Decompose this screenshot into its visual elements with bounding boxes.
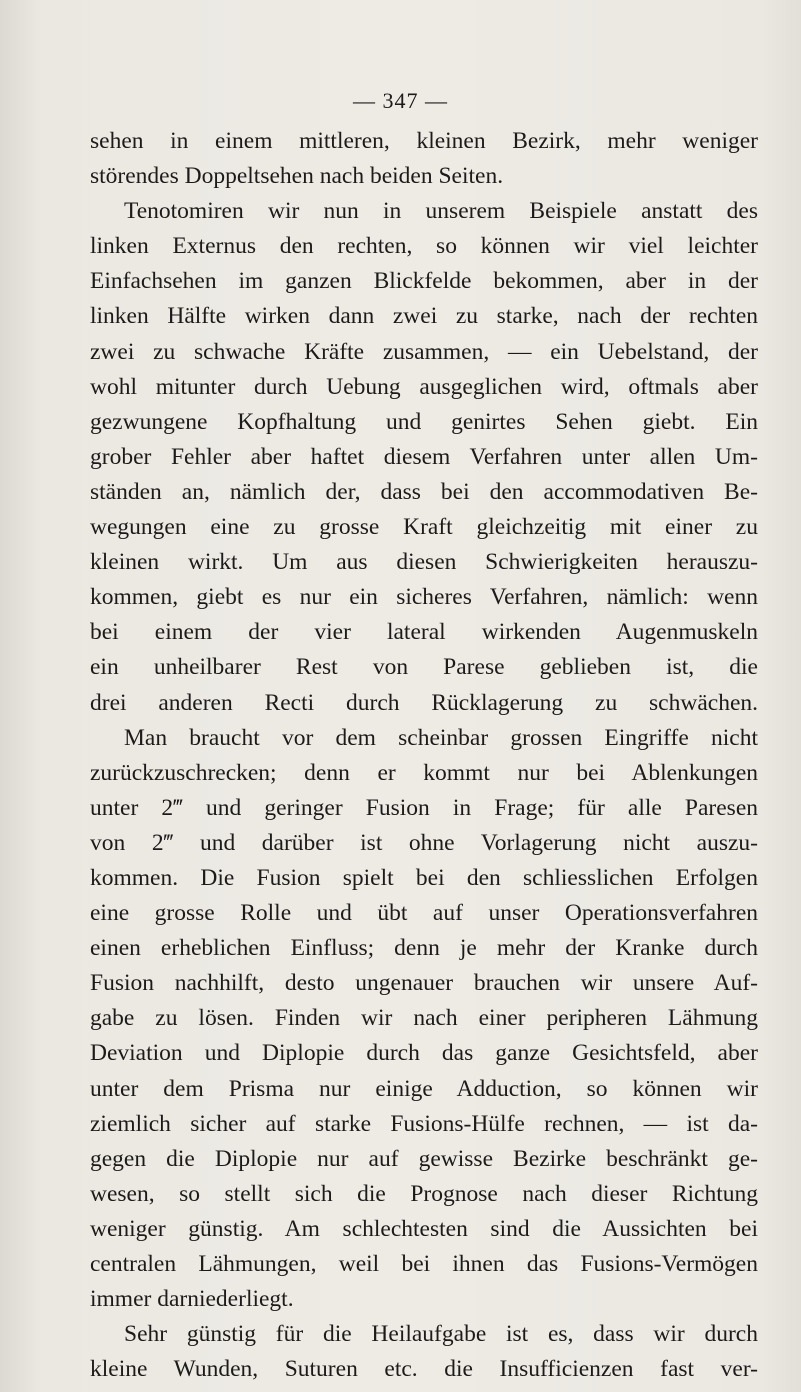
text-line: bei einem der vier lateral wirkenden Augenmuskeln xyxy=(90,619,758,646)
text-line: grober Fehler aber haftet diesem Verfahren unter allen Um- xyxy=(90,443,758,470)
text-line: von 2‴ und darüber ist ohne Vorlagerung nicht auszu- xyxy=(90,829,758,856)
text-line: Deviation und Diplopie durch das ganze Gesichtsfeld, aber xyxy=(90,1040,758,1067)
text-line: Fusion nachhilft, desto ungenauer brauchen wir unsere Auf- xyxy=(90,970,758,997)
text-line: ständen an, nämlich der, dass bei den accommodativen Be- xyxy=(90,478,758,505)
text-line: sehen in einem mittleren, kleinen Bezirk, mehr weniger xyxy=(90,128,758,154)
text-line: einen erheblichen Einfluss; denn je mehr der Kranke durch xyxy=(90,935,758,962)
text-line: gezwungene Kopfhaltung und genirtes Sehen giebt. Ein xyxy=(90,408,758,435)
text-line: gabe zu lösen. Finden wir nach einer peripheren Lähmung xyxy=(90,1005,758,1032)
text-line: linken Externus den rechten, so können wir viel leichter xyxy=(90,233,758,260)
text-line: störendes Doppeltsehen nach beiden Seiten. xyxy=(90,163,504,190)
text-line: linken Hälfte wirken dann zwei zu starke, nach der rechten xyxy=(90,303,758,330)
text-line: Man braucht vor dem scheinbar grossen Eingriffe nicht xyxy=(124,724,758,751)
text-line: zwei zu schwache Kräfte zusammen, — ein Uebelstand, der xyxy=(90,338,758,365)
text-line: kommen. Die Fusion spielt bei den schliesslichen Erfolgen xyxy=(90,864,758,891)
text-line: gegen die Diplopie nur auf gewisse Bezirke beschränkt ge- xyxy=(90,1145,758,1172)
text-line: wesen, so stellt sich die Prognose nach dieser Richtung xyxy=(90,1180,758,1207)
text-line: drei anderen Recti durch Rücklagerung zu schwächen. xyxy=(90,689,758,716)
page-number: — 347 — xyxy=(353,88,448,113)
text-line: centralen Lähmungen, weil bei ihnen das Fusions-Vermögen xyxy=(90,1251,758,1277)
text-line: wegungen eine zu grosse Kraft gleichzeitig mit einer zu xyxy=(90,514,758,541)
text-line: kommen, giebt es nur ein sicheres Verfahren, nämlich: wenn xyxy=(90,584,758,611)
text-line: unter dem Prisma nur einige Adduction, so können wir xyxy=(90,1075,758,1102)
text-line: zurückzuschrecken; denn er kommt nur bei Ablenkungen xyxy=(90,759,758,786)
text-line: ein unheilbarer Rest von Parese geblieben ist, die xyxy=(90,654,758,681)
text-line: eine grosse Rolle und übt auf unser Operationsverfahren xyxy=(90,900,758,927)
text-line: ziemlich sicher auf starke Fusions-Hülfe rechnen, — ist da- xyxy=(90,1110,758,1137)
body-text xyxy=(90,124,758,1387)
text-line: Einfachsehen im ganzen Blickfelde bekommen, aber in der xyxy=(90,268,758,295)
text-line: weniger günstig. Am schlechtesten sind die Aussichten bei xyxy=(90,1215,758,1242)
text-line: Tenotomiren wir nun in unserem Beispiele anstatt des xyxy=(124,198,758,225)
text-line: kleine Wunden, Suturen etc. die Insufficienzen fast ver- xyxy=(90,1356,758,1383)
text-line: kleinen wirkt. Um aus diesen Schwierigkeiten herauszu- xyxy=(90,549,758,576)
text-line: Sehr günstig für die Heilaufgabe ist es, dass wir durch xyxy=(124,1321,758,1348)
text-line: unter 2‴ und geringer Fusion in Frage; für alle Paresen xyxy=(90,794,758,821)
text-line: wohl mitunter durch Uebung ausgeglichen wird, oftmals aber xyxy=(90,373,758,400)
text-line: immer darniederliegt. xyxy=(90,1286,294,1313)
